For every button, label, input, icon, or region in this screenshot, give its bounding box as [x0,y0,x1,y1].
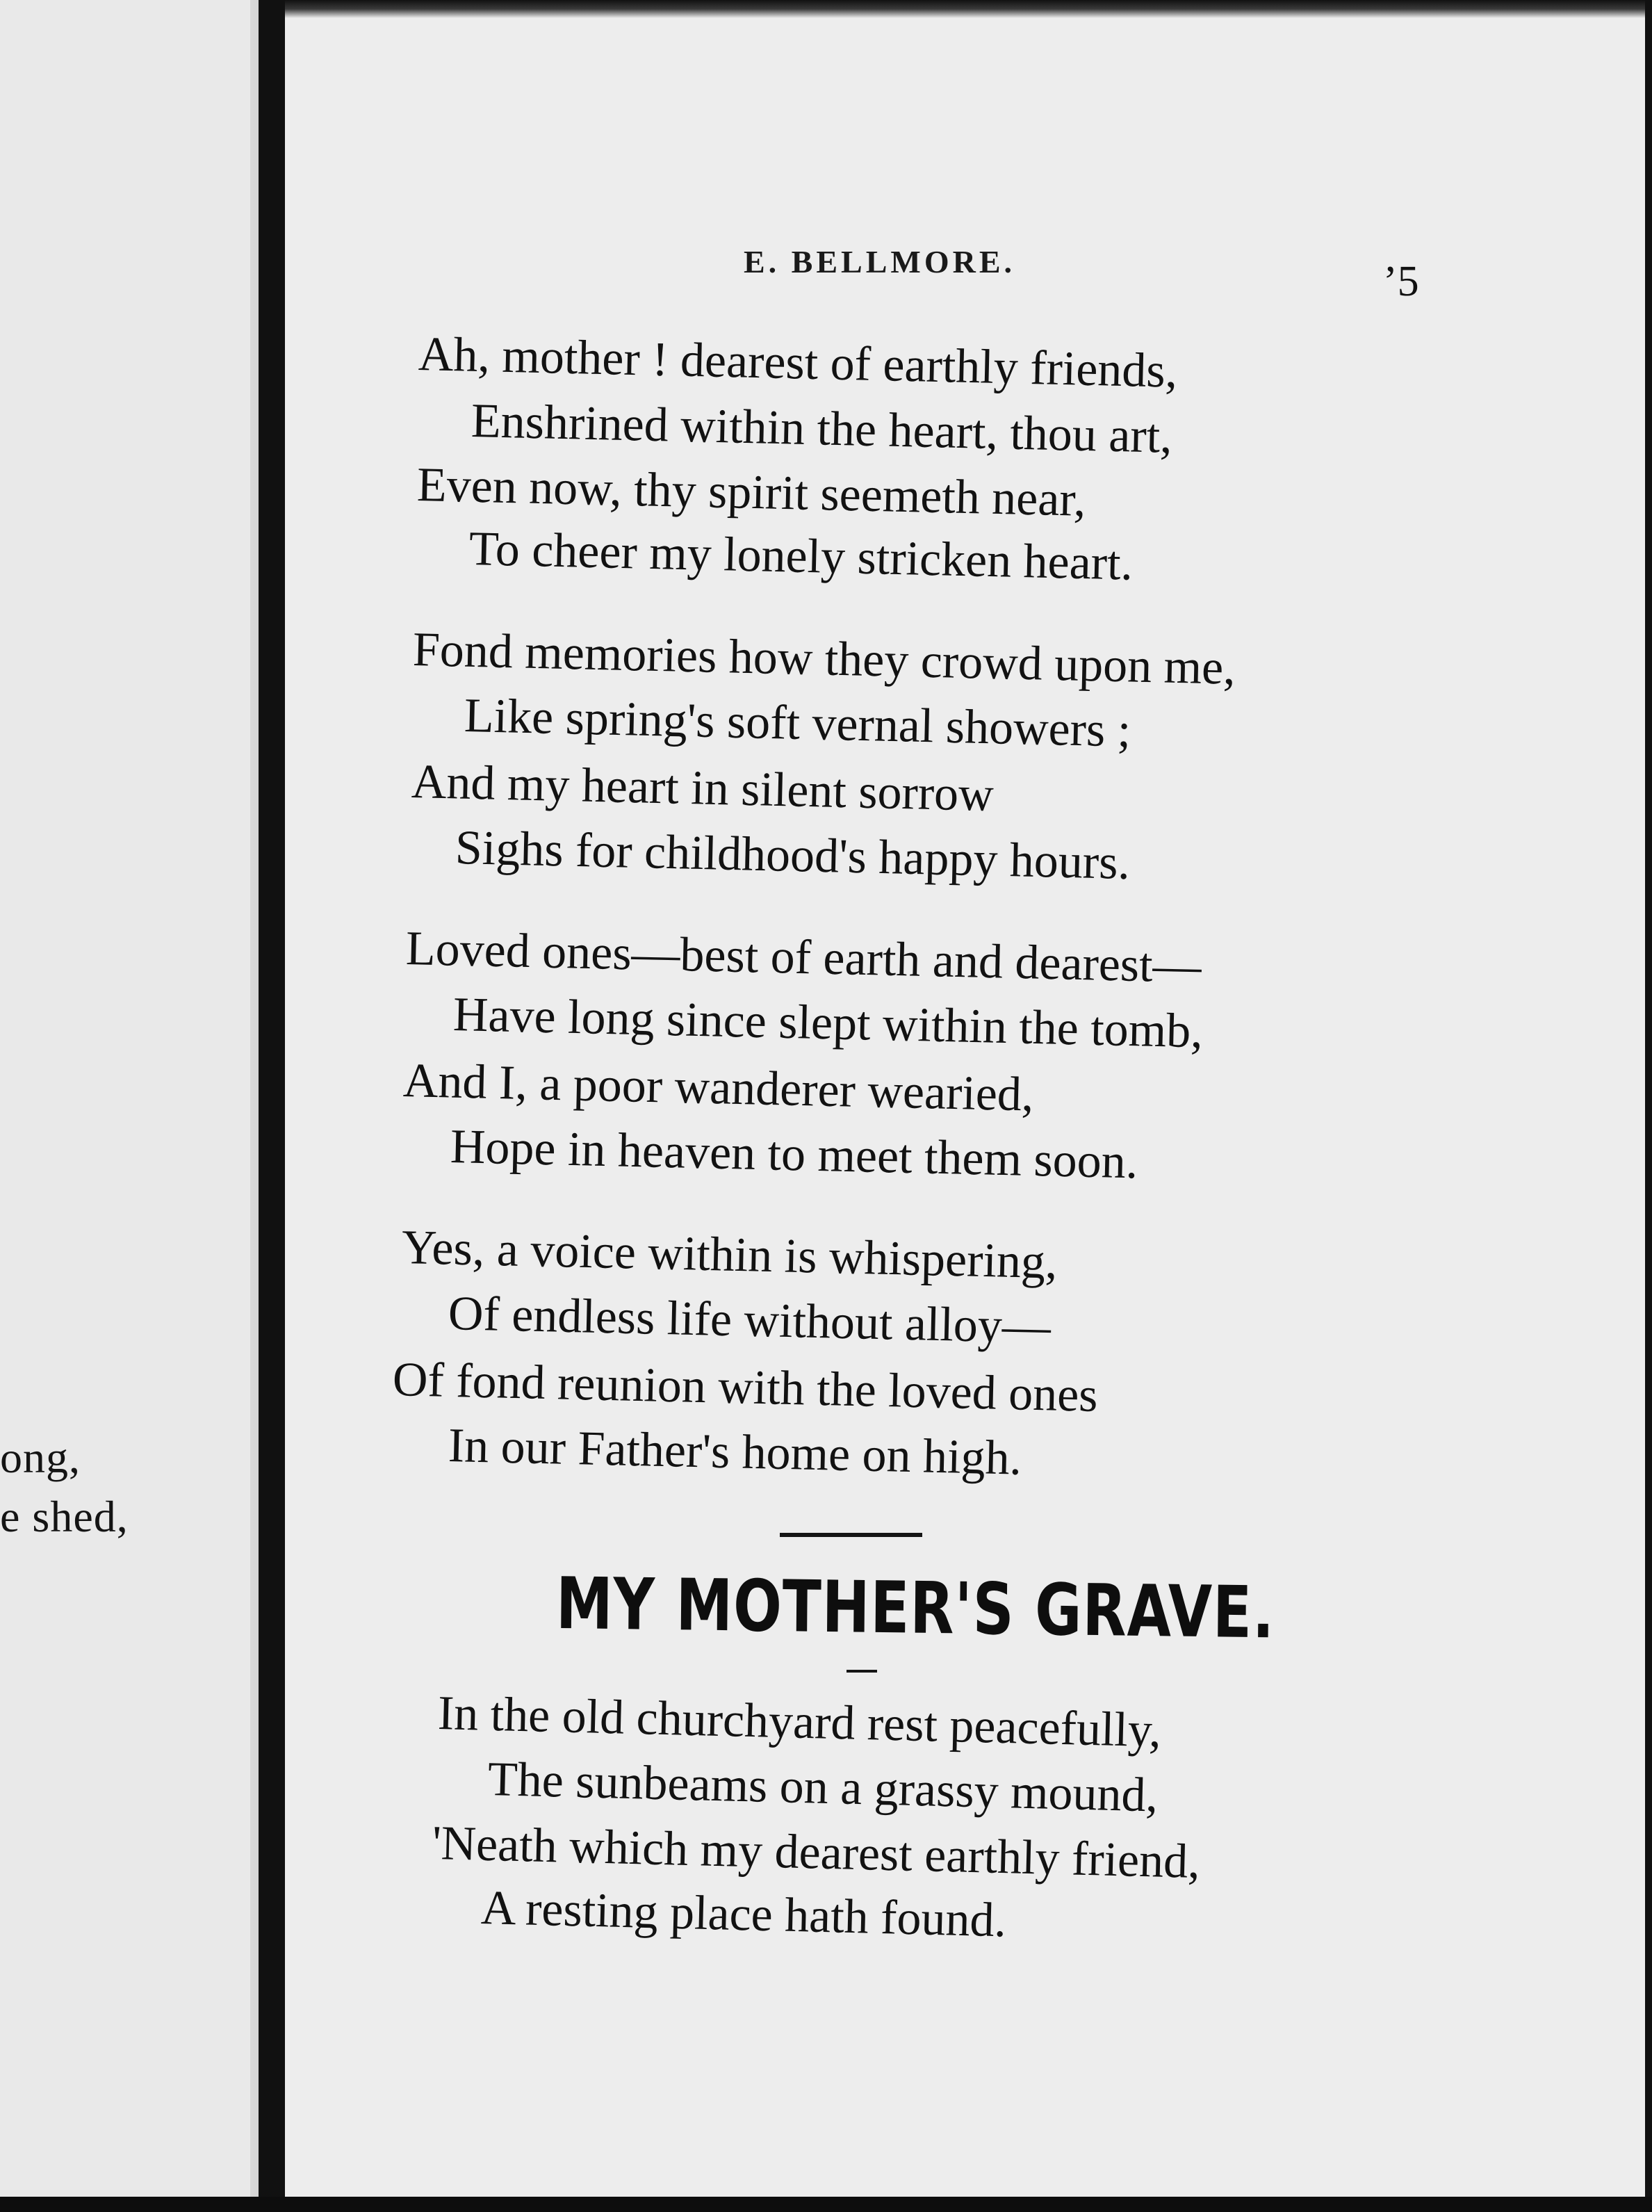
verse-line: Hope in heaven to meet them soon. [450,1120,1139,1189]
running-head: E. BELLMORE. [744,244,1016,279]
verse-line: Yes, a voice within is whispering, [401,1221,1058,1290]
verse-line: In our Father's home on high. [448,1419,1022,1486]
page-number: ʼ5 [1383,258,1419,305]
page-top-edge [285,0,1652,18]
left-page-fragment: ong, [0,1433,81,1482]
verse-line: Sighs for childhood's happy hours. [455,821,1131,891]
verse-line: Loved ones—best of earth and dearest— [405,922,1202,993]
verse-line: To cheer my lonely stricken heart. [468,522,1134,591]
verse-line: Enshrined within the heart, thou art, [471,394,1173,464]
poem-title: MY MOTHER'S GRAVE. [555,1563,1275,1655]
verse-line: A resting place hath found. [480,1881,1007,1948]
verse-line: Of fond reunion with the loved ones [392,1353,1099,1423]
book-spine-shadow [259,0,286,2212]
verse-line: And I, a poor wanderer wearied, [402,1054,1035,1122]
verse-line: In the old churchyard rest peacefully, [437,1686,1162,1758]
verse-line: Ah, mother ! dearest of earthly friends, [418,327,1178,398]
verse-line: 'Neath which my dearest earthly friend, [432,1816,1201,1889]
left-page-fragment: e shed, [0,1492,129,1541]
verse-line: Fond memories how they crowd upon me, [412,623,1236,695]
verse-line: Have long since slept within the tomb, [452,988,1204,1059]
page-bottom-edge [0,2197,1652,2212]
page-right-edge [1645,0,1652,2212]
title-dash [847,1670,877,1673]
section-rule [780,1533,922,1537]
verse-line: And my heart in silent sorrow [411,755,995,822]
left-page [0,0,250,2197]
verse-line: The sunbeams on a grassy mound, [487,1752,1159,1823]
verse-line: Of endless life without alloy— [448,1287,1052,1354]
verse-line: Even now, thy spirit seemeth near, [416,458,1087,527]
verse-line: Like spring's soft vernal showers ; [464,689,1132,758]
